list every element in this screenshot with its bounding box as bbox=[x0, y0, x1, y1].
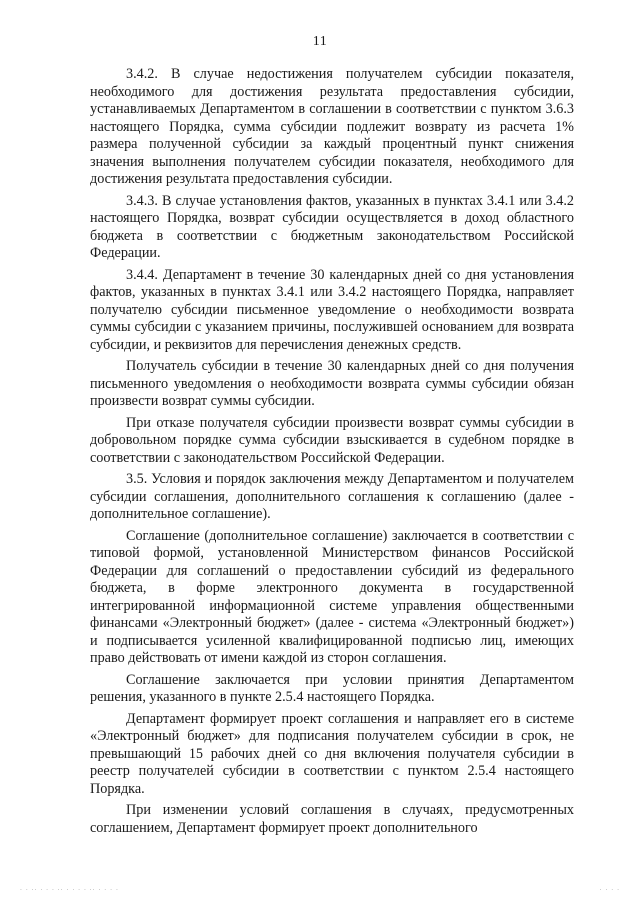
scan-artifact: · · · · bbox=[599, 887, 620, 893]
paragraph-agreement-form: Соглашение (дополнительное соглашение) заключается в соответствии с типовой формой, установленной Министерством финансов Российской Федерации для соглашений о предоставлении субсидий из федерального бюджета, в форме электронного документа в государственной интегрированной информационной системе управления общественными финансами «Электронный бюджет» (далее - система «Электронный бюджет») и подписывается усиленной квалифицированной подписью лиц, имеющих право действовать от имени каждой из сторон соглашения. bbox=[90, 527, 574, 666]
paragraph-draft-agreement: Департамент формирует проект соглашения и направляет его в системе «Электронный бюджет» для подписания получателем субсидии в срок, не превышающий 15 рабочих дней со дня включения получателя субсидии в реестр получателей субсидии в соответствии с пунктом 2.5.4 настоящего Порядка. bbox=[90, 710, 574, 797]
page-number: 11 bbox=[312, 34, 328, 49]
paragraph-3-4-2: 3.4.2. В случае недостижения получателем субсидии показателя, необходимого для достижения результата предоставления субсидии, устанавливаемых Департаментом в соглашении в соответствии с пунктом 3.6.3 настоящего Порядка, сумма субсидии подлежит возврату из расчета 1% размера полученной субсидии за каждый процентный пункт снижения значения выполнения получателем субсидии показателя, необходимого для достижения результата предоставления субсидии. bbox=[90, 66, 574, 187]
paragraph-3-5: 3.5. Условия и порядок заключения между Департаментом и получателем субсидии соглашения, дополнительного соглашения к соглашению (далее - дополнительное соглашение). bbox=[90, 471, 574, 522]
paragraph-refusal-recovery: При отказе получателя субсидии произвести возврат суммы субсидии в добровольном порядке сумма субсидии взыскивается в судебном порядке в соответствии с законодательством Российской Федерации. bbox=[90, 414, 574, 466]
paragraph-3-4-4: 3.4.4. Департамент в течение 30 календарных дней со дня установления фактов, указанных в пунктах 3.4.1 или 3.4.2 настоящего Порядка, направляет получателю субсидии письменное уведомление о необходимости возврата суммы субсидии с указанием причины, послужившей основанием для возврата субсидии, и реквизитов для перечисления денежных средств. bbox=[90, 266, 574, 353]
paragraph-agreement-condition: Соглашение заключается при условии принятия Департаментом решения, указанного в пункте 2.5.4 настоящего Порядка. bbox=[90, 671, 574, 705]
scan-artifact: · · ·· · · · ·· · · · · ·· · · · · bbox=[20, 887, 119, 893]
paragraph-amendment: При изменении условий соглашения в случаях, предусмотренных соглашением, Департамент формирует проект дополнительного bbox=[90, 802, 574, 836]
document-body bbox=[90, 66, 574, 840]
paragraph-3-4-3: 3.4.3. В случае установления фактов, указанных в пунктах 3.4.1 или 3.4.2 настоящего Порядка, возврат субсидии осуществляется в доход областного бюджета в соответствии с бюджетным законодательством Российской Федерации. bbox=[90, 192, 574, 261]
paragraph-recipient-return: Получатель субсидии в течение 30 календарных дней со дня получения письменного уведомления о необходимости возврата суммы субсидии обязан произвести возврат суммы субсидии. bbox=[90, 358, 574, 409]
